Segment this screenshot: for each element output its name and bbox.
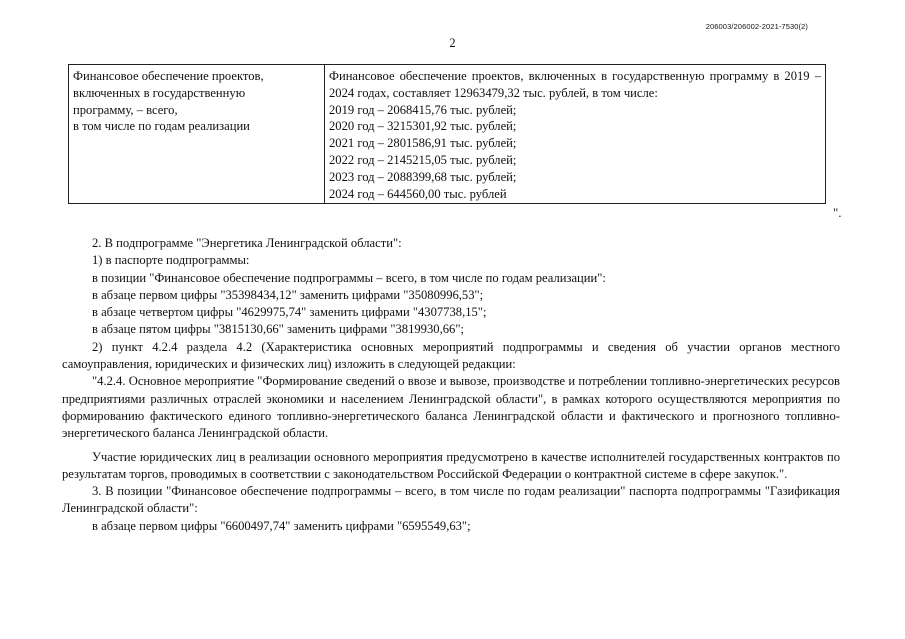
paragraph: 3. В позиции "Финансовое обеспечение подпрограммы – всего, в том числе по годам реализации" паспорта подпрограммы "Газификация Ленинградской области": (62, 484, 840, 516)
paragraph: в абзаце четвертом цифры "4629975,74" заменить цифрами "4307738,15"; (92, 305, 487, 320)
paragraph: в абзаце первом цифры "35398434,12" заменить цифрами "35080996,53"; (92, 287, 484, 302)
page-number: 2 (449, 36, 456, 50)
document-body (62, 235, 840, 535)
paragraph: 2) пункт 4.2.4 раздела 4.2 (Характеристика основных мероприятий подпрограммы и сведения об участии органов местного самоуправления, юридических и физических лиц) изложить в следующей редакции: (62, 339, 840, 372)
label-line: включенных в государственную (73, 85, 246, 100)
document-id: 206003/206002-2021-7530(2) (705, 22, 808, 31)
paragraph: Участие юридических лиц в реализации основного мероприятия предусмотрено в качестве исполнителей государственных контрактов по результатам торгов, проводимых в соответствии с законодательством Российской Федерации о контрактной системе в сфере закупок.". (62, 449, 840, 481)
year-line: 2022 год – 2145215,05 тыс. рублей; (329, 152, 517, 167)
label-line: Финансовое обеспечение проектов, (73, 69, 264, 83)
closing-quote: ". (833, 205, 842, 220)
year-line: 2021 год – 2801586,91 тыс. рублей; (329, 136, 517, 151)
financing-table (68, 64, 826, 204)
year-line: 2024 год – 644560,00 тыс. рублей (329, 186, 507, 201)
label-line: в том числе по годам реализации (73, 119, 250, 134)
paragraph: в позиции "Финансовое обеспечение подпрограммы – всего, в том числе по годам реализации": (92, 270, 606, 285)
label-line: программу, – всего, (73, 102, 178, 117)
paragraph: "4.2.4. Основное мероприятие "Формирование сведений о ввозе и вывозе, производстве и потреблении топливно-энергетических ресурсов предприятиями различных отраслей экономики и населением Ленинградской области", в рамках которого осуществляются мероприятия по формированию фактического единого топливно-энергетического баланса Ленинградской области и фактического и прогнозного топливно-энергетического баланса Ленинградской области. (62, 374, 840, 441)
year-line: 2020 год – 3215301,92 тыс. рублей; (329, 119, 517, 134)
year-line: 2023 год – 2088399,68 тыс. рублей; (329, 169, 517, 184)
paragraph: 2. В подпрограмме "Энергетика Ленинградской области": (92, 236, 402, 250)
financing-label-cell (69, 65, 325, 204)
paragraph: 1) в паспорте подпрограммы: (92, 253, 250, 268)
financing-intro: Финансовое обеспечение проектов, включенных в государственную программу в 2019 – 2024 годах, составляет 12963479,32 тыс. рублей, в том числе: (329, 69, 821, 100)
financing-value-cell (325, 65, 826, 204)
year-line: 2019 год – 2068415,76 тыс. рублей; (329, 102, 517, 117)
table-row (69, 65, 826, 204)
paragraph: в абзаце пятом цифры "3815130,66" заменить цифрами "3819930,66"; (92, 322, 464, 337)
paragraph: в абзаце первом цифры "6600497,74" заменить цифрами "6595549,63"; (92, 518, 471, 533)
